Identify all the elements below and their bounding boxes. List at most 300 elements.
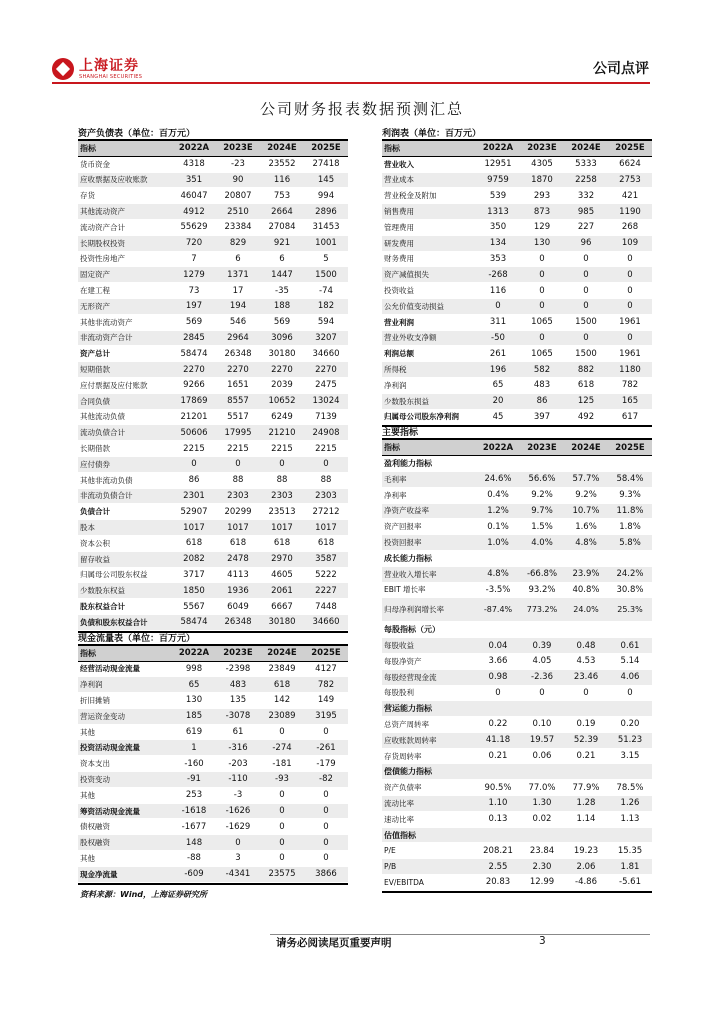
cell-value: 293 [533,190,551,201]
row-label: 研发费用 [384,238,414,248]
cell-value: 1651 [227,380,249,391]
cell-value: 26348 [224,348,252,359]
cell-value: 4127 [315,663,337,674]
cell-value: 7448 [315,601,337,612]
cell-value: 0.39 [532,640,552,651]
cell-value: 125 [577,396,595,407]
cell-value: 23513 [268,506,296,517]
cell-value: 2753 [619,174,641,185]
table-row [78,677,348,693]
cell-value: 594 [317,317,335,328]
cell-value: 1017 [315,522,337,533]
table-row [382,267,652,283]
cell-value: 1017 [227,522,249,533]
table-row [78,725,348,741]
row-label: 固定资产 [80,270,110,280]
table-row [78,489,348,505]
cell-value: 0 [627,301,633,312]
cell-value: 77.9% [572,782,600,793]
table-row [382,472,652,488]
cell-value: 0.48 [576,640,596,651]
table-row [78,188,348,204]
cell-value: 116 [489,285,507,296]
row-label: 长期借款 [80,444,110,454]
cell-value: -261 [316,742,336,753]
cell-value: 261 [489,348,507,359]
row-label: 无形资产 [80,301,110,311]
cell-value: 0 [323,806,329,817]
cell-value: 618 [317,538,335,549]
cell-value: 23089 [268,711,296,722]
cell-value: 6 [235,253,241,264]
cell-value: 351 [185,174,203,185]
subsection-row [382,828,652,844]
table-row [78,693,348,709]
cell-value: 0 [279,806,285,817]
cell-value: -609 [184,869,204,880]
cell-value: 0 [539,301,545,312]
cell-value: 1961 [619,348,641,359]
row-label: 归母净利润增长率 [384,605,444,615]
row-label: 净利率 [384,490,407,500]
row-label: 资本支出 [80,759,110,769]
cell-value: 0.19 [576,719,596,730]
cell-value: 130 [185,695,203,706]
cell-value: 90.5% [484,782,512,793]
row-label: 公允价值变动损益 [384,301,444,311]
cell-value: 1.6% [575,521,597,532]
row-label: 折旧摊销 [80,695,110,705]
row-label: 在建工程 [80,286,110,296]
row-label: P/E [384,846,396,856]
table-row [78,457,348,473]
table-row [382,638,652,654]
cell-value: 0.10 [532,719,552,730]
cell-value: 23.46 [573,672,599,683]
cell-value: 17995 [224,427,252,438]
cell-value: 5333 [575,159,597,170]
column-header: 2024E [267,648,297,659]
row-label: 每股经营现金流 [384,672,437,682]
cell-value: 618 [229,538,247,549]
row-label: 其他 [80,853,95,863]
cell-value: 873 [533,206,551,217]
section-title: 主要指标 [382,427,652,440]
cell-value: 194 [229,301,247,312]
row-label: 净资产收益率 [384,506,429,516]
cell-value: 57.7% [572,474,600,485]
table-row [382,157,652,173]
row-label: 估值指标 [384,830,416,840]
cell-value: 23.9% [572,569,600,580]
column-header: 2022A [178,143,210,154]
company-logo [52,56,142,82]
cell-value: 0 [539,687,545,698]
row-label: 营运资金变动 [80,711,125,721]
cell-value: 77.0% [528,782,556,793]
page-title: 公司财务报表数据预测汇总 [259,100,464,118]
row-label: 投资活动现金流量 [80,743,140,753]
cell-value: 11.8% [616,505,644,516]
table-row [382,331,652,347]
row-label: 盈利能力指标 [384,459,432,469]
cell-value: 0 [279,459,285,470]
footer-disclaimer: 请务必阅读尾页重要声明 [276,937,392,949]
cell-value: 23.84 [529,845,555,856]
cell-value: -5.61 [619,877,641,888]
cell-value: 13024 [312,396,340,407]
cell-value: 24.0% [573,605,599,615]
row-label: 每股股利 [384,688,414,698]
table-row [78,473,348,489]
column-header: 2024E [267,143,297,154]
cell-value: 2896 [315,206,337,217]
cell-value: 1313 [487,206,509,217]
cell-value: 2258 [575,174,597,185]
cell-value: 4.8% [575,537,597,548]
row-label: 营业收入 [384,159,414,169]
cell-value: 0 [583,301,589,312]
cell-value: 26348 [224,617,252,628]
cell-value: 78.5% [616,782,644,793]
row-label: 应收票据及应收账款 [80,175,148,185]
column-header: 2025E [311,648,341,659]
cell-value: 332 [577,190,595,201]
table-row [78,536,348,552]
logo-icon [52,58,74,80]
column-header: 2023E [527,442,557,453]
cell-value: 4.06 [620,672,640,683]
table-row [382,220,652,236]
row-label: 其他非流动负债 [80,475,133,485]
cell-value: 5222 [315,569,337,580]
cell-value: 5567 [183,601,205,612]
cell-value: 2.06 [576,861,596,872]
row-label: 存货 [80,191,95,201]
row-label: 毛利率 [384,474,407,484]
cell-value: 58474 [180,348,208,359]
cell-value: 6 [279,253,285,264]
cell-value: 227 [577,222,595,233]
table-header-row [382,141,652,157]
cell-value: 34660 [312,617,340,628]
section-title: 现金流量表（单位：百万元） [78,633,348,646]
cell-value: 0 [323,837,329,848]
cell-value: 0 [539,332,545,343]
cell-value: 96 [580,238,592,249]
cell-value: 1961 [619,317,641,328]
cell-value: 0 [279,727,285,738]
row-label: 现金净流量 [80,869,118,879]
table-row [78,441,348,457]
cell-value: 1.2% [487,505,509,516]
logo-name: 上海证券 [79,57,139,74]
cell-value: 0 [235,837,241,848]
cell-value: 1.14 [576,814,596,825]
cell-value: 6049 [227,601,249,612]
cell-value: -203 [228,758,248,769]
row-label: 流动负债合计 [80,428,125,438]
cell-value: 2303 [315,490,337,501]
cell-value: 0 [583,332,589,343]
row-label: 每股净资产 [384,656,422,666]
cell-value: 19.57 [529,735,555,746]
cell-value: 7139 [315,411,337,422]
cell-value: 9759 [487,174,509,185]
table-bottom-rule [382,891,652,893]
cell-value: 12.99 [529,877,555,888]
cell-value: 61 [232,727,244,738]
cell-value: 2475 [315,380,337,391]
row-label: 速动比率 [384,814,414,824]
column-header: 2022A [482,143,514,154]
table-row [78,819,348,835]
cell-value: 23849 [268,663,296,674]
cell-value: 65 [188,679,200,690]
table-bottom-rule [78,883,348,885]
cell-value: 27418 [312,159,340,170]
cell-value: 23384 [224,222,252,233]
cell-value: 0 [191,459,197,470]
row-label: 营运能力指标 [384,704,432,714]
cell-value: 86 [536,396,548,407]
cell-value: 130 [533,238,551,249]
cell-value: 208.21 [483,845,513,856]
cell-value: 1500 [575,317,597,328]
row-label: 管理费用 [384,222,414,232]
cell-value: 135 [229,695,247,706]
table-row [382,378,652,394]
cell-value: -268 [488,269,508,280]
key-indicators-table [382,427,652,893]
cell-value: 1.26 [620,798,640,809]
cell-value: 569 [185,317,203,328]
row-label: P/B [384,862,397,872]
row-label: 资产总计 [80,349,110,359]
column-header: 2024E [571,143,601,154]
cell-value: 0 [323,853,329,864]
logo-english-name: SHANGHAI SECURITIES [79,73,143,80]
cell-value: 1870 [531,174,553,185]
cell-value: 782 [621,380,639,391]
cell-value: 619 [185,727,203,738]
cell-value: 142 [273,695,291,706]
subsection-row [382,701,652,717]
cell-value: 55629 [180,222,208,233]
cell-value: 109 [621,238,639,249]
row-label: 应付票据及应付账款 [80,380,148,390]
cell-value: 1.0% [487,537,509,548]
cell-value: 3.66 [488,656,508,667]
column-header: 指标 [384,443,400,453]
cell-value: -50 [491,332,505,343]
cell-value: -88 [187,853,201,864]
table-header-row [78,141,348,157]
cell-value: -181 [272,758,292,769]
row-label: 每股指标（元） [384,625,440,635]
cell-value: 0 [235,459,241,470]
cell-value: 0 [279,821,285,832]
table-row [78,583,348,599]
cell-value: 2270 [183,364,205,375]
section-title: 资产负债表（单位：百万元） [78,128,348,141]
row-label: 资产负债率 [384,783,422,793]
cell-value: 27212 [312,506,340,517]
row-label: 少数股东损益 [384,396,429,406]
table-row [78,315,348,331]
cell-value: 12951 [484,159,512,170]
cell-value: 1279 [183,269,205,280]
cell-value: 421 [621,190,639,201]
row-label: 存货周转率 [384,751,422,761]
table-row [382,410,652,426]
table-row [78,709,348,725]
row-label: 非流动资产合计 [80,333,133,343]
table-row [382,686,652,702]
cell-value: 3587 [315,554,337,565]
table-row [78,867,348,883]
cell-value: 0.98 [488,672,508,683]
cell-value: 353 [489,253,507,264]
cell-value: 720 [185,238,203,249]
cell-value: 0 [279,853,285,864]
cell-value: 546 [229,317,247,328]
cell-value: 1.30 [532,798,552,809]
cell-value: 2303 [271,490,293,501]
cell-value: 86 [188,475,200,486]
table-row [78,851,348,867]
cell-value: 20.83 [485,877,511,888]
cell-value: 0.21 [488,751,508,762]
table-row [382,859,652,875]
table-row [382,362,652,378]
cell-value: 149 [317,695,335,706]
cell-value: 3207 [315,332,337,343]
cell-value: 921 [273,238,291,249]
row-label: 财务费用 [384,254,414,264]
cell-value: 0 [323,459,329,470]
row-label: 股权融资 [80,838,110,848]
table-row [382,670,652,686]
row-label: 负债合计 [80,507,110,517]
cell-value: 50606 [180,427,208,438]
cell-value: 2227 [315,585,337,596]
cell-value: 782 [317,679,335,690]
table-row [78,394,348,410]
cell-value: 2215 [227,443,249,454]
row-label: 其他 [80,790,95,800]
cell-value: 24.2% [616,569,644,580]
row-label: EBIT 增长率 [384,585,426,595]
cell-value: 20807 [224,190,252,201]
cell-value: 2270 [227,364,249,375]
cell-value: 0 [323,727,329,738]
row-label: 净利润 [80,680,103,690]
row-label: 偿债能力指标 [384,767,432,777]
table-row [78,804,348,820]
cell-value: 268 [621,222,639,233]
cell-value: 34660 [312,348,340,359]
cell-value: 1.28 [576,798,596,809]
cell-value: 0 [627,253,633,264]
table-row [78,520,348,536]
table-row [382,583,652,599]
column-header: 指标 [384,143,400,153]
cell-value: -274 [272,742,292,753]
cell-value: 20299 [224,506,252,517]
row-label: 其他流动资产 [80,207,125,217]
row-label: 投资性房地产 [80,254,125,264]
cell-value: 45 [492,411,504,422]
cell-value: 2964 [227,332,249,343]
cell-value: -110 [228,774,248,785]
table-row [382,394,652,410]
cell-value: 0 [539,253,545,264]
cell-value: 1.8% [619,521,641,532]
table-row [382,173,652,189]
cell-value: 0 [495,687,501,698]
cell-value: 0 [279,837,285,848]
left-column [78,128,348,885]
row-label: 长期股权投资 [80,238,125,248]
row-label: 营业税金及附加 [384,191,437,201]
cell-value: -1618 [181,806,207,817]
row-label: 总资产周转率 [384,719,429,729]
cell-value: 397 [533,411,551,422]
table-row [382,204,652,220]
table-row [382,236,652,252]
table-row [78,173,348,189]
cell-value: 253 [185,790,203,801]
row-label: 应收账款周转率 [384,735,437,745]
cell-value: 1.10 [488,798,508,809]
cell-value: -1626 [225,806,251,817]
cell-value: 617 [621,411,639,422]
cell-value: 2270 [271,364,293,375]
column-header: 2025E [615,442,645,453]
cell-value: 4113 [227,569,249,580]
cell-value: 483 [229,679,247,690]
subsection-row [382,764,652,780]
table-row [78,410,348,426]
cell-value: 0.22 [488,719,508,730]
cell-value: 2478 [227,554,249,565]
row-label: 投资收益 [384,286,414,296]
table-row [78,157,348,173]
column-header: 2023E [223,143,253,154]
table-row [382,812,652,828]
column-header: 2025E [615,143,645,154]
row-label: 负债和股东权益合计 [80,617,148,627]
cell-value: 73 [188,285,200,296]
cell-value: 2082 [183,554,205,565]
cell-value: -66.8% [526,569,558,580]
cell-value: 4305 [531,159,553,170]
cell-value: -4341 [225,869,251,880]
cell-value: 24908 [312,427,340,438]
table-row [78,346,348,362]
table-row [78,283,348,299]
section-title: 利润表（单位：百万元） [382,128,652,141]
row-label: 归属母公司股东权益 [80,570,148,580]
table-row [382,488,652,504]
cell-value: -3078 [225,711,251,722]
cell-value: 1371 [227,269,249,280]
cell-value: 1447 [271,269,293,280]
cell-value: 4.53 [576,656,596,667]
row-label: 筹资活动现金流量 [80,806,140,816]
income-statement-table [382,128,652,427]
